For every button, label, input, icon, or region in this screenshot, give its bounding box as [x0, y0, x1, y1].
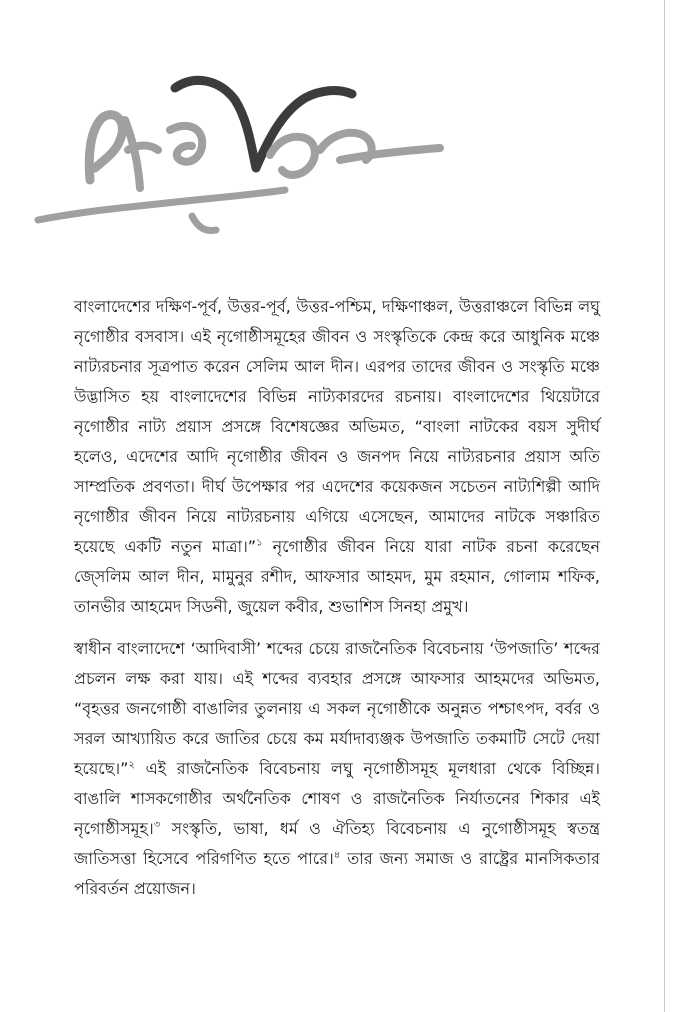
title-stroke-letter-1 — [89, 115, 122, 180]
title-stroke-letter-3 — [170, 126, 202, 162]
title-stroke-base — [38, 190, 285, 220]
paragraph-2-tail: এই রাজনৈতিক বিবেচনায় লঘু নৃগোষ্ঠীসমূহ মূলধারা থেকে বিচ্ছিন্ন। বাঙালি শাসকগোষ্ঠীর অর্থনৈতিক শোষণ ও রাজনৈতিক নির্যাতনের শিকার এই নৃগোষ্ঠীসমূহ। — [74, 759, 600, 838]
paragraph-1 — [74, 292, 600, 622]
footnote-marker: ২ — [128, 759, 135, 771]
page-edge — [664, 0, 675, 1012]
title-calligraphy — [20, 60, 460, 250]
title-stroke-letter-5 — [320, 133, 440, 160]
paragraph-1-tail: নৃগোষ্ঠীর জীবন নিয়ে যারা নাটক রচনা করেছেন জ্সেলিম আল দীন, মামুনুর রশীদ, আফসার আহমদ, মুম রহমান, গোলাম শফিক, তানভীর আহমেদ সিডনী, জুয়েল কবীর, শুভাশিস সিনহা প্রমুখ। — [74, 537, 601, 616]
paragraph-2-text: স্বাধীন বাংলাদেশে ‘আদিবাসী’ শব্দের চেয়ে রাজনৈতিক বিবেচনায় ‘উপজাতি’ শব্দের প্রচলন লক্ষ করা যায়। এই শব্দের ব্যবহার প্রসঙ্গে আফসার আহমদের অভিমত, “বৃহত্তর জনগোষ্ঠী বাঙালির তুলনায় এ সকল নৃগোষ্ঠীকে অনুন্নত পশ্চাৎপদ, বর্বর ও সরল আখ্যায়িত করে জাতির চেয়ে কম মর্যাদাব্যঞ্জক উপজাতি তকমাটি সেটে দেয়া হয়েছে।” — [74, 639, 600, 778]
title-stroke-letter-4 — [270, 137, 315, 175]
footnote-marker: ১ — [256, 537, 263, 549]
title-stroke-dot — [192, 216, 216, 230]
body-text — [74, 292, 600, 916]
footnote-marker: ৩ — [153, 819, 161, 831]
paragraph-2 — [74, 634, 600, 904]
title-stroke-letter-2 — [125, 120, 158, 188]
paragraph-2-tail-3: তার জন্য সমাজ ও রাষ্ট্রের মানসিকতার পরিবর্তন প্রয়োজন। — [74, 849, 600, 898]
paragraph-1-text: বাংলাদেশের দক্ষিণ-পূর্ব, উত্তর-পূর্ব, উত্তর-পশ্চিম, দক্ষিণাঞ্চল, উত্তরাঞ্চলে বিভিন্ন লঘু নৃগোষ্ঠীর বসবাস। এই নৃগোষ্ঠীসমূহের জীবন ও সংস্কৃতিকে কেন্দ্র করে আধুনিক মঞ্চে নাট্যরচনার সূত্রপাত করেন সেলিম আল দীন। এরপর তাদের জীবন ও সংস্কৃতি মঞ্চে উদ্ভাসিত হয় বাংলাদেশের বিভিন্ন নাট্যকারদের রচনায়। বাংলাদেশের থিয়েটারে নৃগোষ্ঠীর নাট্য প্রয়াস প্রসঙ্গে বিশেষজ্ঞের অভিমত, “বাংলা নাটকের বয়স সুদীর্ঘ হলেও, এদেশের আদি নৃগোষ্ঠীর জীবন ও জনপদ নিয়ে নাট্যরচনার প্রয়াস অতি সাম্প্রতিক প্রবণতা। দীর্ঘ উপেক্ষার পর এদেশের কয়েকজন সচেতন নাট্যশিল্পী আদি নৃগোষ্ঠীর জীবন নিয়ে নাট্যরচনায় এগিয়ে এসেছেন, আমাদের নাটকে সঞ্চারিত হয়েছে একটি নতুন মাত্রা।” — [74, 297, 600, 556]
footnote-marker: ৪ — [333, 849, 341, 861]
paragraph-2-tail-2: সংস্কৃতি, ভাষা, ধর্ম ও ঐতিহ্য বিবেচনায় এ নুগোষ্ঠীসমূহ স্বতন্ত্র জাতিসত্তা হিসেবে পরিগণিত হতে পারে। — [74, 819, 600, 868]
